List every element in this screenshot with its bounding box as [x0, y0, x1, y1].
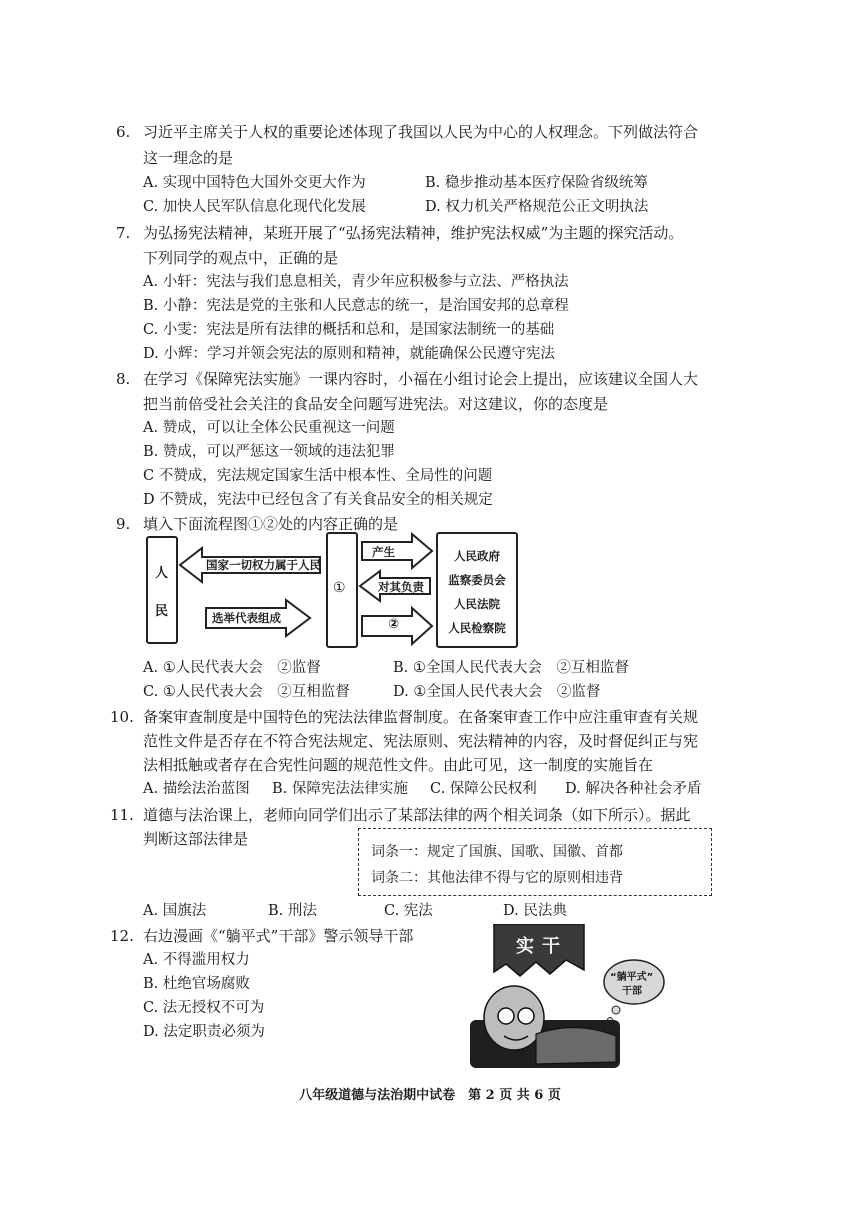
- q9-option-b: B. ①全国人民代表大会 ②互相监督: [393, 660, 629, 676]
- bubble-text-2: 干部: [622, 986, 642, 997]
- page-footer: 八年级道德与法治期中试卷 第 2 页 共 6 页: [299, 1088, 561, 1103]
- q12-option-c: C. 法无授权不可为: [143, 1000, 265, 1016]
- law-entry-1: 词条一：规定了国旗、国歌、国徽、首都: [371, 844, 623, 860]
- q11-number: 11.: [110, 806, 134, 824]
- q7-option-b: B. 小静：宪法是党的主张和人民意志的统一，是治国安邦的总章程: [143, 298, 569, 314]
- q8-option-c: C 不赞成，宪法规定国家生活中根本性、全局性的问题: [143, 468, 493, 484]
- org-government: 人民政府: [454, 549, 500, 563]
- q10-option-d: D. 解决各种社会矛盾: [565, 781, 702, 797]
- arrow-label-responsible: 对其负责: [378, 580, 424, 594]
- q10-option-c: C. 保障公民权利: [430, 781, 537, 797]
- q6-option-c: C. 加快人民军队信息化现代化发展: [143, 199, 366, 215]
- cartoon-drawing: [466, 924, 680, 1074]
- q6-number: 6.: [116, 123, 131, 141]
- q11-option-a: A. 国旗法: [143, 903, 207, 919]
- bubble-text-1: “躺平式”: [610, 972, 654, 983]
- blank-1-box: [326, 532, 358, 648]
- q11-option-b: B. 刑法: [268, 903, 317, 919]
- state-organs-box: [436, 532, 518, 648]
- q9-option-a: A. ①人民代表大会 ②监督: [143, 660, 321, 676]
- blank-1-label: ①: [333, 580, 346, 596]
- q12-stem: 右边漫画《“躺平式”干部》警示领导干部: [143, 927, 414, 945]
- q12-option-b: B. 杜绝官场腐败: [143, 976, 250, 992]
- q6-stem-line1: 习近平主席关于人权的重要论述体现了我国以人民为中心的人权理念。下列做法符合: [143, 123, 699, 141]
- q10-stem-line2: 范性文件是否存在不符合宪法规定、宪法原则、宪法精神的内容，及时督促纠正与宪: [143, 732, 699, 750]
- q12-option-a: A. 不得滥用权力: [143, 952, 250, 968]
- q9-number: 9.: [116, 515, 131, 533]
- glasses-right: [518, 1008, 534, 1024]
- people-box: [146, 536, 178, 644]
- q7-number: 7.: [116, 224, 131, 242]
- org-supervision: 监察委员会: [448, 573, 506, 587]
- org-procuratorate: 人民检察院: [448, 621, 506, 635]
- glasses-left: [498, 1008, 514, 1024]
- q12-number: 12.: [110, 927, 134, 945]
- q8-number: 8.: [116, 370, 131, 388]
- org-court: 人民法院: [454, 597, 500, 611]
- q10-option-b: B. 保障宪法法律实施: [272, 781, 408, 797]
- lying-flat-cadre-cartoon: [466, 924, 680, 1074]
- q10-option-a: A. 描绘法治蓝图: [143, 781, 250, 797]
- q11-stem-line1: 道德与法治课上，老师向同学们出示了某部法律的两个相关词条（如下所示）。据此: [143, 806, 691, 824]
- q8-option-b: B. 赞成，可以严惩这一领域的违法犯罪: [143, 444, 395, 460]
- q9-flow-chart: [140, 530, 520, 650]
- q11-option-d: D. 民法典: [503, 903, 567, 919]
- q8-option-d: D 不赞成，宪法中已经包含了有关食品安全的相关规定: [143, 492, 493, 508]
- q7-option-c: C. 小雯：宪法是所有法律的概括和总和，是国家法制统一的基础: [143, 322, 555, 338]
- bubble-dot-1: [612, 1006, 620, 1014]
- q8-stem-line2: 把当前倍受社会关注的食品安全问题写进宪法。对这建议，你的态度是: [143, 395, 609, 413]
- people-char-2: 民: [155, 604, 169, 619]
- q7-stem-line2: 下列同学的观点中，正确的是: [143, 249, 339, 267]
- banner-text: 实干: [516, 936, 568, 957]
- people-char-1: 人: [155, 566, 169, 581]
- cadre-body: [536, 1027, 616, 1064]
- q6-option-b: B. 稳步推动基本医疗保险省级统筹: [425, 175, 648, 191]
- q10-stem-line1: 备案审查制度是中国特色的宪法法律监督制度。在备案审查工作中应注重审查有关规: [143, 708, 699, 726]
- q7-stem-line1: 为弘扬宪法精神，某班开展了“弘扬宪法精神，维护宪法权威”为主题的探究活动。: [143, 224, 684, 242]
- q9-option-d: D. ①全国人民代表大会 ②监督: [393, 684, 601, 700]
- q11-stem-line2: 判断这部法律是: [143, 830, 249, 848]
- q10-stem-line3: 法相抵触或者存在合宪性问题的规范性文件。由此可见，这一制度的实施旨在: [143, 756, 654, 774]
- q8-option-a: A. 赞成，可以让全体公民重视这一问题: [143, 420, 395, 436]
- q6-option-a: A. 实现中国特色大国外交更大作为: [143, 175, 366, 191]
- q8-stem-line1: 在学习《保障宪法实施》一课内容时，小福在小组讨论会上提出，应该建议全国人大: [143, 370, 699, 388]
- law-entries-box: [358, 828, 712, 896]
- q6-stem-line2: 这一理念的是: [143, 149, 234, 167]
- blank-2-label: ②: [388, 617, 400, 632]
- arrow-label-elect: 选举代表组成: [212, 611, 281, 625]
- q9-option-c: C. ①人民代表大会 ②互相监督: [143, 684, 350, 700]
- arrow-label-produce: 产生: [372, 545, 395, 559]
- q6-option-d: D. 权力机关严格规范公正文明执法: [425, 199, 649, 215]
- q12-option-d: D. 法定职责必须为: [143, 1024, 265, 1040]
- arrow-label-power: 国家一切权力属于人民: [206, 558, 321, 572]
- q7-option-a: A. 小轩：宪法与我们息息相关，青少年应积极参与立法、严格执法: [143, 274, 569, 290]
- q9-stem: 填入下面流程图①②处的内容正确的是: [143, 515, 399, 533]
- q10-number: 10.: [110, 708, 134, 726]
- q7-option-d: D. 小辉：学习并领会宪法的原则和精神，就能确保公民遵守宪法: [143, 346, 555, 362]
- law-entry-2: 词条二：其他法律不得与它的原则相违背: [371, 870, 623, 886]
- q11-option-c: C. 宪法: [384, 903, 433, 919]
